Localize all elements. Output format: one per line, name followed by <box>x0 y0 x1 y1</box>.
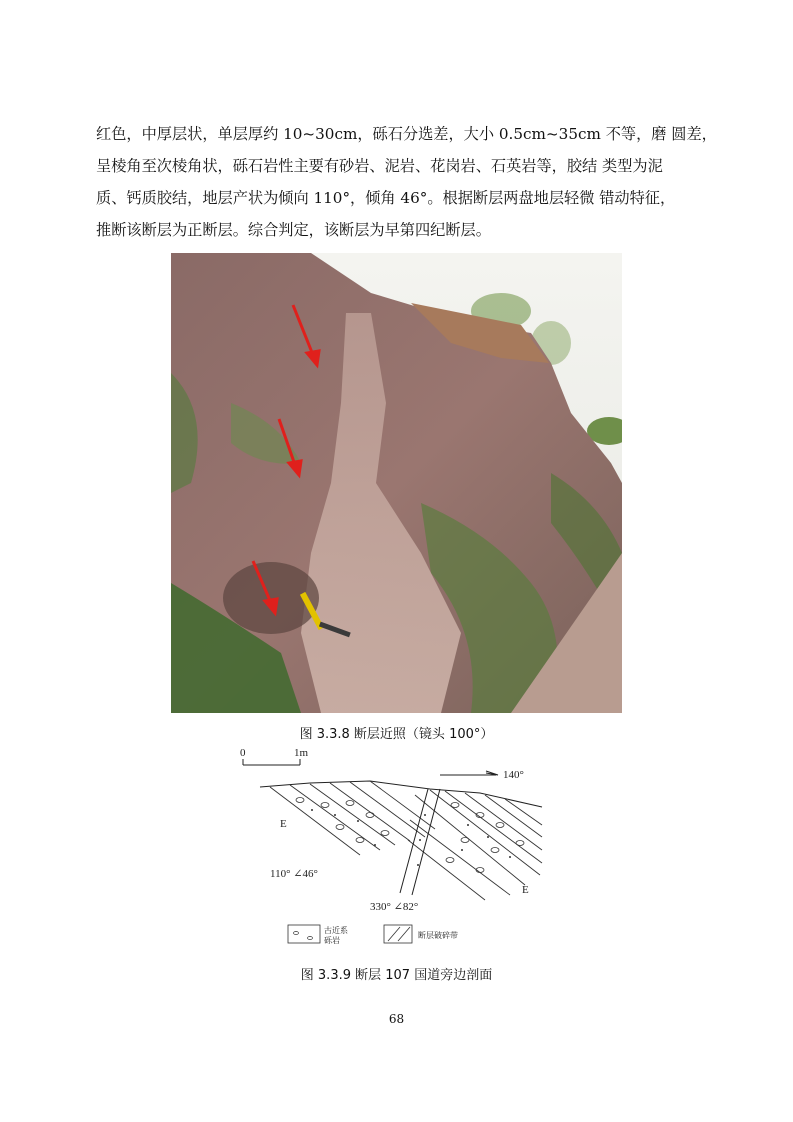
legend-fault-label: 断层破碎带 <box>418 931 458 940</box>
label-e-left: E <box>280 818 287 830</box>
scale-end-label: 1m <box>294 747 309 759</box>
paragraph-line: 质、钙质胶结，地层产状为倾向 110°，倾角 46°。根据断层两盘地层轻微 错动特征， <box>96 189 676 207</box>
attitude-fault-label: 330° ∠82° <box>370 901 419 913</box>
label-e-right: E <box>522 884 529 896</box>
paragraph-line: 呈棱角至次棱角状，砾石岩性主要有砂岩、泥岩、花岗岩、石英岩等，胶结 类型为泥 <box>96 157 663 175</box>
paragraph-line: 红色，中厚层状，单层厚约 10~30cm，砾石分选差，大小 0.5cm~35cm 不等，磨 圆差， <box>96 125 717 143</box>
fault-photo <box>171 253 622 713</box>
page-number: 68 <box>388 1012 405 1026</box>
legend-gravel-swatch <box>288 925 320 943</box>
figure-caption-photo: 图 3.3.8 断层近照（镜头 100°） <box>299 727 494 742</box>
fault-profile-diagram <box>240 745 550 950</box>
legend-gravel-label-1: 古近系 <box>324 926 348 935</box>
scale-start-label: 0 <box>240 747 246 759</box>
figure-caption-profile: 图 3.3.9 断层 107 国道旁边剖面 <box>300 968 493 983</box>
attitude-left-label: 110° ∠46° <box>270 868 318 880</box>
body-paragraph <box>96 118 717 246</box>
paragraph-line: 推断该断层为正断层。综合判定，该断层为早第四纪断层。 <box>96 221 491 239</box>
legend-gravel-label-2: 砾岩 <box>324 936 340 945</box>
direction-label: 140° <box>503 769 524 781</box>
